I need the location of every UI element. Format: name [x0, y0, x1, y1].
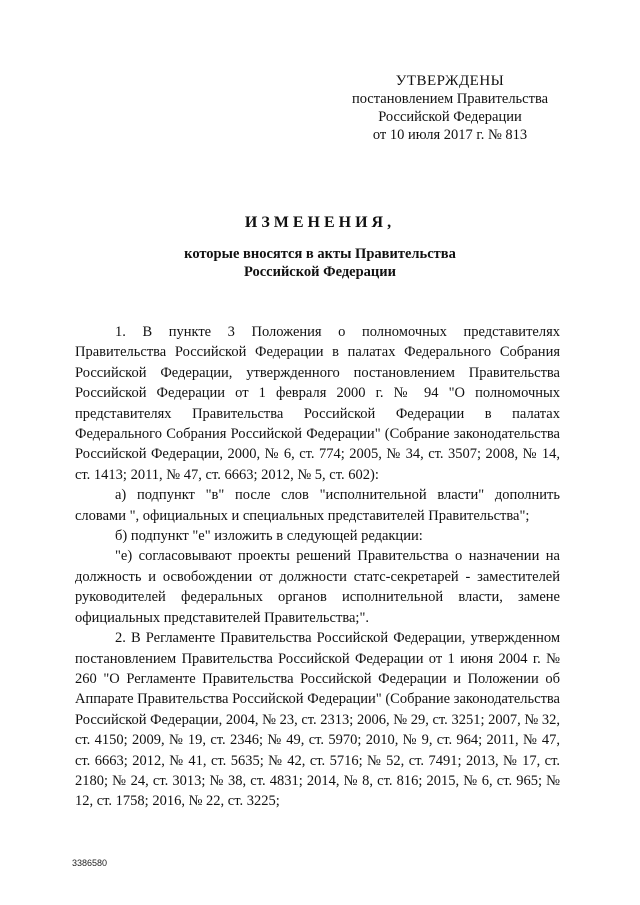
approval-stamp	[330, 72, 570, 144]
approval-line-2: Российской Федерации	[378, 109, 522, 125]
approval-heading: УТВЕРЖДЕНЫ	[395, 73, 505, 89]
subtitle-line-2: Российской Федерации	[243, 264, 396, 280]
paragraph-1b-text: "е) согласовывают проекты решений Правительства о назначении на должность и освобождении от должности статс-секретарей - заместителей руководителей федеральных органов исполнительной власти, замене официальных представителей Правительства;".	[75, 548, 560, 626]
approval-line-3: от 10 июля 2017 г. № 813	[372, 127, 528, 143]
subtitle-line-1: которые вносятся в акты Правительства	[184, 246, 456, 262]
paragraph-2: 2. В Регламенте Правительства Российской Федерации, утвержденном постановлением Правительства Российской Федерации от 1 июня 2004 г. № 260 "О Регламенте Правительства Российской Федерации и Положении об Аппарате Правительства Российской Федерации" (Собрание законодательства Российской Федерации, 2004, № 23, ст. 2313; 2006, № 29, ст. 3251; 2007, № 32, ст. 4150; 2009, № 19, ст. 2346; № 49, ст. 5970; 2010, № 9, ст. 964; 2011, № 47, ст. 6663; 2012, № 41, ст. 5635; № 42, ст. 5716; № 52, ст. 7491; 2013, № 17, ст. 2180; № 24, ст. 3013; № 38, ст. 4831; 2014, № 8, ст. 816; 2015, № 6, ст. 965; № 12, ст. 1758; 2016, № 22, ст. 3225;	[75, 630, 560, 810]
document-body	[75, 322, 560, 812]
paragraph-1a: а) подпункт "в" после слов "исполнительной власти" дополнить словами ", официальных и специальных представителей Правительства";	[75, 487, 560, 524]
paragraph-1b: б) подпункт "е" изложить в следующей редакции:	[115, 528, 423, 545]
document-title: ИЗМЕНЕНИЯ,	[244, 214, 396, 231]
document-subtitle	[0, 245, 640, 281]
paragraph-1: 1. В пункте 3 Положения о полномочных представителях Правительства Российской Федерации в палатах Федерального Собрания Российской Федерации, утвержденного постановлением Правительства Российской Федерации от 1 февраля 2000 г. № 94 "О полномочных представителях Правительства Российской Федерации в палатах Федерального Собрания Российской Федерации" (Собрание законодательства Российской Федерации, 2000, № 6, ст. 774; 2005, № 34, ст. 3507; 2008, № 14, ст. 1413; 2011, № 47, ст. 6663; 2012, № 5, ст. 602):	[75, 324, 560, 483]
document-code: 3386580	[72, 858, 108, 868]
approval-line-1: постановлением Правительства	[351, 91, 549, 107]
